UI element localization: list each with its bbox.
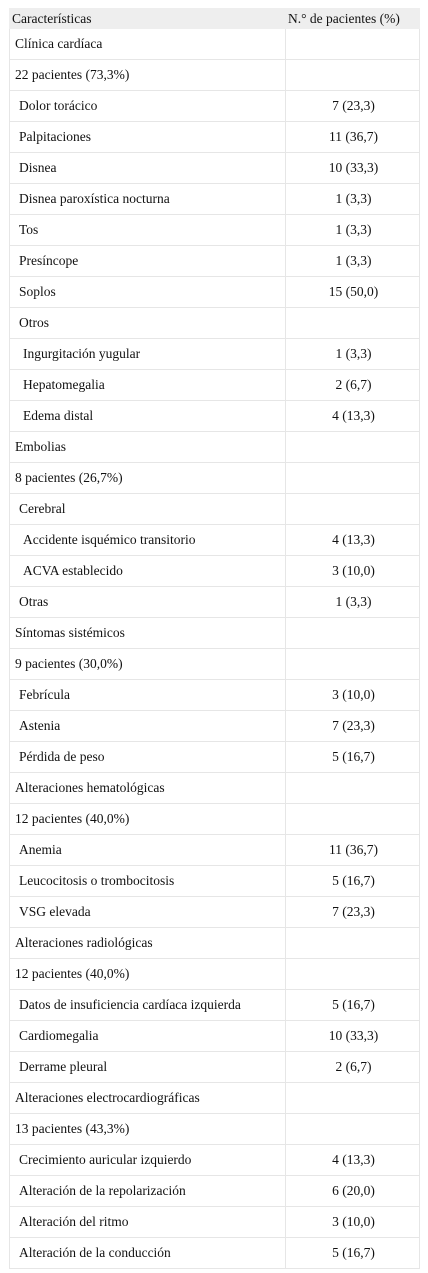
table-row: [10, 711, 420, 742]
table-row: [10, 153, 420, 184]
row-label: Alteraciones hematológicas: [10, 773, 286, 804]
row-value: 3 (10,0): [286, 1207, 420, 1238]
row-value: 3 (10,0): [286, 680, 420, 711]
row-value: [286, 928, 420, 959]
row-label: Ingurgitación yugular: [10, 339, 286, 370]
row-label: Alteración de la conducción: [10, 1238, 286, 1269]
table-row: [10, 897, 420, 928]
table-row: [10, 1176, 420, 1207]
row-value: 10 (33,3): [286, 153, 420, 184]
row-value: [286, 618, 420, 649]
row-value: 1 (3,3): [286, 215, 420, 246]
table-row: [10, 122, 420, 153]
row-label: Clínica cardíaca: [10, 29, 286, 60]
row-value: 5 (16,7): [286, 742, 420, 773]
row-value: 7 (23,3): [286, 897, 420, 928]
row-value: 11 (36,7): [286, 835, 420, 866]
table-row: [10, 990, 420, 1021]
table-row: [10, 432, 420, 463]
row-label: 13 pacientes (43,3%): [10, 1114, 286, 1145]
row-label: ACVA establecido: [10, 556, 286, 587]
table-row: [10, 29, 420, 60]
table-row: [10, 60, 420, 91]
header-patient-count: N.° de pacientes (%): [286, 9, 420, 29]
row-label: Disnea paroxística nocturna: [10, 184, 286, 215]
row-label: Anemia: [10, 835, 286, 866]
row-value: [286, 1083, 420, 1114]
row-label: Presíncope: [10, 246, 286, 277]
row-label: Alteraciones electrocardiográficas: [10, 1083, 286, 1114]
row-value: [286, 649, 420, 680]
row-value: 2 (6,7): [286, 1052, 420, 1083]
table-row: [10, 463, 420, 494]
row-value: 5 (16,7): [286, 866, 420, 897]
table-row: [10, 1207, 420, 1238]
row-label: Disnea: [10, 153, 286, 184]
row-label: Cerebral: [10, 494, 286, 525]
header-row: [10, 9, 420, 29]
row-value: [286, 959, 420, 990]
row-label: Accidente isquémico transitorio: [10, 525, 286, 556]
table-row: [10, 835, 420, 866]
row-value: [286, 463, 420, 494]
row-label: Edema distal: [10, 401, 286, 432]
table-row: [10, 525, 420, 556]
row-value: 11 (36,7): [286, 122, 420, 153]
row-label: Derrame pleural: [10, 1052, 286, 1083]
row-label: Pérdida de peso: [10, 742, 286, 773]
row-label: Palpitaciones: [10, 122, 286, 153]
row-value: 4 (13,3): [286, 1145, 420, 1176]
row-label: 12 pacientes (40,0%): [10, 959, 286, 990]
row-value: 5 (16,7): [286, 1238, 420, 1269]
table-row: [10, 742, 420, 773]
table-row: [10, 556, 420, 587]
row-label: Hepatomegalia: [10, 370, 286, 401]
row-value: [286, 29, 420, 60]
table-container: [9, 8, 419, 1269]
table-row: [10, 246, 420, 277]
table-row: [10, 1052, 420, 1083]
row-value: 1 (3,3): [286, 184, 420, 215]
row-label: Datos de insuficiencia cardíaca izquierda: [10, 990, 286, 1021]
table-row: [10, 370, 420, 401]
row-value: [286, 308, 420, 339]
table-row: [10, 618, 420, 649]
table-row: [10, 308, 420, 339]
row-label: Astenia: [10, 711, 286, 742]
row-value: [286, 1114, 420, 1145]
patient-characteristics-table: [9, 8, 420, 1269]
table-row: [10, 1114, 420, 1145]
table-body: [10, 29, 420, 1269]
row-value: [286, 804, 420, 835]
row-value: [286, 494, 420, 525]
table-row: [10, 215, 420, 246]
table-row: [10, 680, 420, 711]
row-value: 1 (3,3): [286, 339, 420, 370]
row-value: 7 (23,3): [286, 91, 420, 122]
row-label: Tos: [10, 215, 286, 246]
row-value: 7 (23,3): [286, 711, 420, 742]
row-label: Leucocitosis o trombocitosis: [10, 866, 286, 897]
table-row: [10, 277, 420, 308]
row-label: Otras: [10, 587, 286, 618]
row-value: 2 (6,7): [286, 370, 420, 401]
row-label: Alteración de la repolarización: [10, 1176, 286, 1207]
table-row: [10, 1238, 420, 1269]
row-value: 10 (33,3): [286, 1021, 420, 1052]
table-row: [10, 649, 420, 680]
table-row: [10, 804, 420, 835]
table-row: [10, 773, 420, 804]
row-value: [286, 773, 420, 804]
row-label: Embolias: [10, 432, 286, 463]
row-label: Cardiomegalia: [10, 1021, 286, 1052]
table-row: [10, 494, 420, 525]
row-value: [286, 432, 420, 463]
table-row: [10, 1021, 420, 1052]
row-label: 8 pacientes (26,7%): [10, 463, 286, 494]
row-label: Crecimiento auricular izquierdo: [10, 1145, 286, 1176]
row-label: Otros: [10, 308, 286, 339]
row-value: 4 (13,3): [286, 525, 420, 556]
row-label: 9 pacientes (30,0%): [10, 649, 286, 680]
row-value: 15 (50,0): [286, 277, 420, 308]
row-label: Síntomas sistémicos: [10, 618, 286, 649]
row-value: 3 (10,0): [286, 556, 420, 587]
table-row: [10, 401, 420, 432]
table-row: [10, 587, 420, 618]
row-label: Febrícula: [10, 680, 286, 711]
row-value: 4 (13,3): [286, 401, 420, 432]
table-row: [10, 928, 420, 959]
table-row: [10, 184, 420, 215]
row-label: Dolor torácico: [10, 91, 286, 122]
table-row: [10, 1145, 420, 1176]
row-label: VSG elevada: [10, 897, 286, 928]
table-row: [10, 339, 420, 370]
header-characteristics: Características: [10, 9, 286, 29]
table-row: [10, 1083, 420, 1114]
row-value: 5 (16,7): [286, 990, 420, 1021]
row-value: 1 (3,3): [286, 246, 420, 277]
table-row: [10, 959, 420, 990]
row-label: 22 pacientes (73,3%): [10, 60, 286, 91]
row-value: 6 (20,0): [286, 1176, 420, 1207]
table-header: [10, 9, 420, 29]
row-label: Soplos: [10, 277, 286, 308]
row-value: 1 (3,3): [286, 587, 420, 618]
row-label: 12 pacientes (40,0%): [10, 804, 286, 835]
row-value: [286, 60, 420, 91]
row-label: Alteraciones radiológicas: [10, 928, 286, 959]
row-label: Alteración del ritmo: [10, 1207, 286, 1238]
table-row: [10, 91, 420, 122]
table-row: [10, 866, 420, 897]
